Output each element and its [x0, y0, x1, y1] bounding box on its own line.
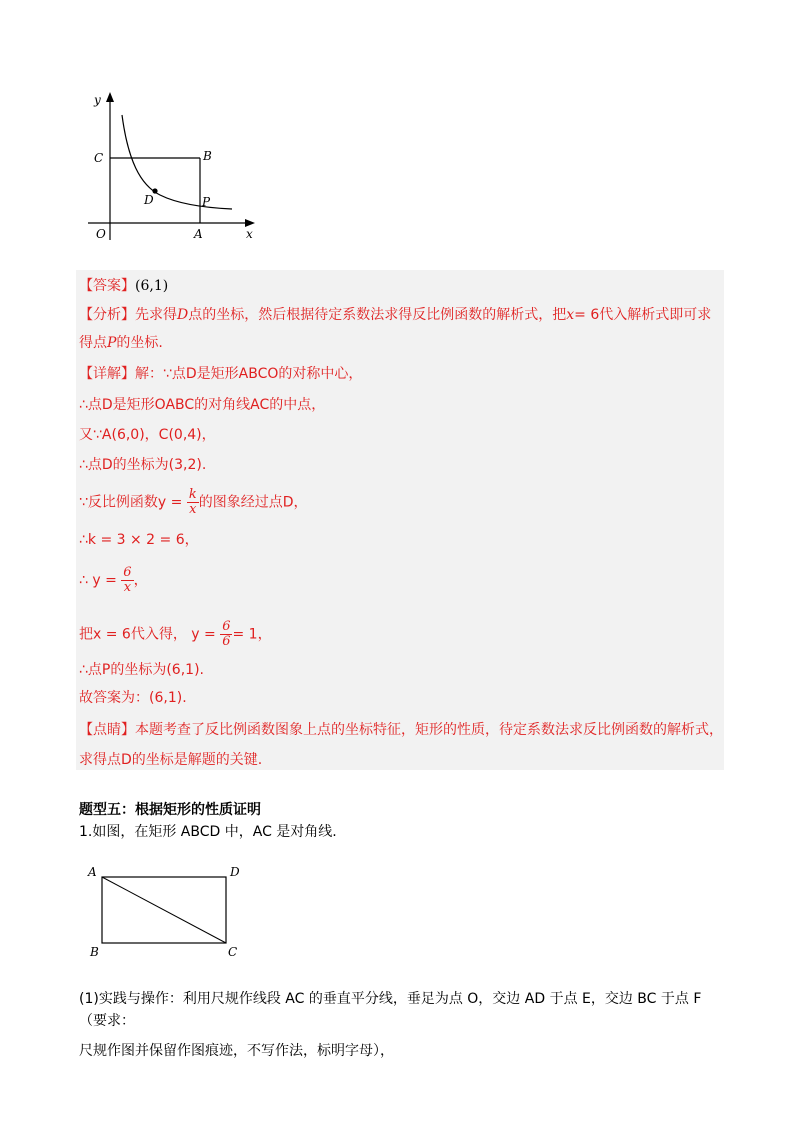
fraction-num: 6: [123, 565, 132, 580]
label-c: C: [228, 945, 238, 959]
label-d: D: [230, 865, 240, 879]
detail-text-7b: ，: [133, 572, 148, 589]
detail-text-1: 解：∵点D是矩形ABCO的对称中心，: [135, 366, 363, 382]
detail-text-8a: 把x = 6代入得， y =: [79, 626, 216, 643]
detail-line-2: ∴点D是矩形OABC的对角线AC的中点，: [79, 397, 326, 413]
analysis-line-2: [79, 333, 163, 353]
detail-line-4: ∴点D的坐标为(3,2).: [79, 457, 207, 473]
question-1-part-1: [79, 988, 729, 1062]
label-a: A: [194, 227, 203, 241]
y-axis-arrow: [106, 92, 114, 102]
detail-text-7a: ∴ y =: [79, 572, 117, 589]
comment-line-2: 求得点D的坐标是解题的关键.: [79, 752, 263, 768]
answer-line: [79, 276, 168, 296]
part1-line-2: 尺规作图并保留作图痕迹，不写作法，标明字母），: [79, 1043, 394, 1059]
label-a: A: [88, 865, 97, 879]
label-b: B: [203, 149, 212, 163]
answer-value: (6,1): [135, 278, 169, 294]
analysis-text-2a: 得点: [79, 335, 107, 351]
part1-line-1: (1)实践与操作：利用尺规作线段 AC 的垂直平分线，垂足为点 O，交边 AD 于点 E，交边 BC 于点 F（要求：: [79, 991, 702, 1029]
label-o: O: [96, 227, 106, 241]
detail-line-7: [79, 566, 148, 595]
detail-line-10: 故答案为：(6,1).: [79, 690, 187, 706]
x-axis-arrow: [245, 219, 255, 227]
fraction-num: 6: [222, 619, 231, 634]
analysis-var-p: P: [107, 335, 117, 351]
detail-line-9: ∴点P的坐标为(6,1).: [79, 662, 204, 678]
detail-tag: 【详解】: [79, 366, 135, 382]
fraction-den: x: [189, 502, 197, 517]
diagonal-ac: [102, 877, 226, 943]
fraction-6-over-x: [121, 566, 133, 595]
detail-line-3: 又∵A(6,0)，C(0,4)，: [79, 427, 216, 443]
fraction-den: 6: [222, 634, 231, 649]
detail-line-8: [79, 620, 272, 649]
analysis-var-x: x: [566, 307, 575, 323]
figure-rectangle-abcd: [80, 860, 250, 960]
analysis-line-1: [79, 305, 711, 325]
comment-tag: 【点睛】: [79, 722, 135, 738]
analysis-text-2c: 的坐标.: [116, 335, 163, 351]
label-c: C: [94, 151, 104, 165]
detail-line-1: [79, 364, 362, 384]
label-p: P: [202, 195, 211, 209]
answer-tag: 【答案】: [79, 278, 135, 294]
hyperbola-curve: [122, 115, 232, 209]
figure-hyperbola-rectangle: [80, 90, 270, 250]
label-b: B: [90, 945, 99, 959]
detail-text-5b: 的图象经过点D，: [198, 494, 308, 511]
comment-line-1: [79, 720, 723, 740]
analysis-text-1e: = 6代入解析式即可求: [574, 307, 712, 323]
analysis-tag: 【分析】: [79, 307, 135, 323]
label-x: x: [246, 227, 253, 241]
fraction-6-over-6: [220, 620, 232, 649]
detail-line-5: [79, 488, 308, 517]
label-y: y: [94, 93, 101, 107]
fraction-num: k: [188, 487, 197, 502]
detail-line-6: ∴k = 3 × 2 = 6，: [79, 532, 199, 548]
comment-text-1: 本题考查了反比例函数图象上点的坐标特征，矩形的性质，待定系数法求反比例函数的解析式，: [135, 722, 723, 738]
detail-text-5a: ∵反比例函数y =: [79, 494, 183, 511]
section-title: 题型五：根据矩形的性质证明: [79, 802, 261, 818]
analysis-text-1a: 先求得: [135, 307, 177, 323]
detail-text-8b: = 1，: [232, 626, 272, 643]
question-1-stem: 1.如图，在矩形 ABCD 中，AC 是对角线.: [79, 824, 337, 840]
label-d: D: [144, 193, 154, 207]
analysis-text-1c: 点的坐标，然后根据待定系数法求得反比例函数的解析式，把: [188, 307, 567, 323]
fraction-k-over-x: [187, 488, 199, 517]
fraction-den: x: [123, 580, 132, 595]
analysis-var-d: D: [177, 307, 189, 323]
